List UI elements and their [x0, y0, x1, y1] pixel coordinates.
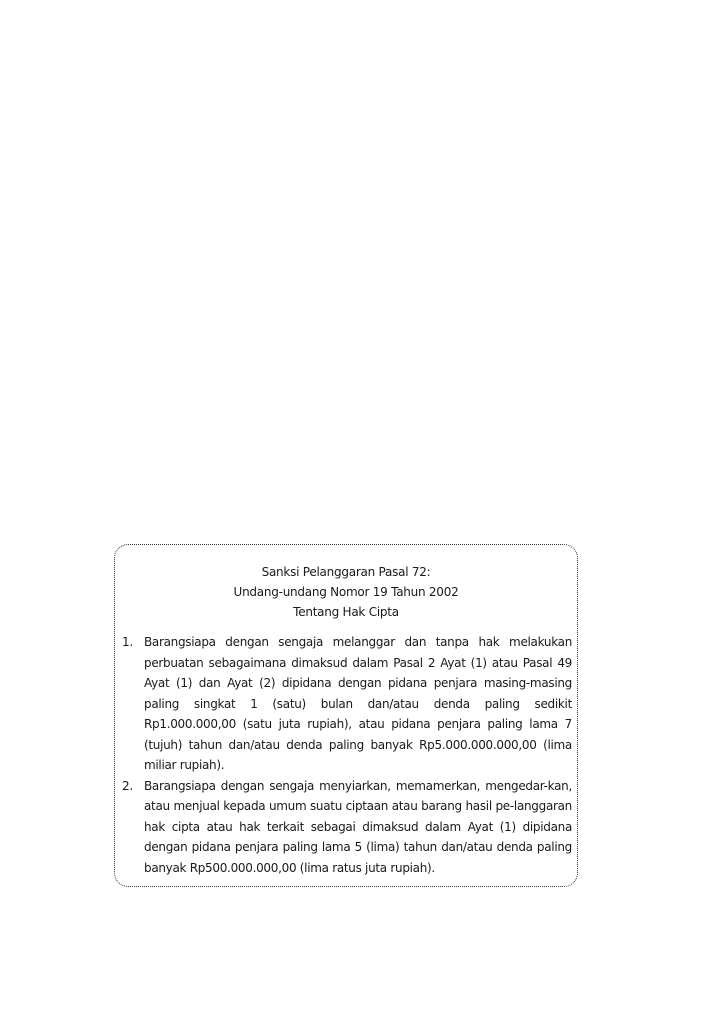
copyright-sanction-box: [114, 544, 578, 887]
list-item-text: Barangsiapa dengan sengaja menyiarkan, memamerkan, mengedar-kan, atau menjual kepada umum suatu ciptaan atau barang hasil pe-langgaran hak cipta atau hak terkait sebagai dimaksud dalam Ayat (1) dipidana dengan pidana penjara paling lama 5 (lima) tahun dan/atau denda paling banyak Rp500.000.000,00 (lima ratus juta rupiah).: [144, 778, 572, 875]
sanction-header: [115, 562, 577, 622]
list-item-text: Barangsiapa dengan sengaja melanggar dan tanpa hak melakukan perbuatan sebagaimana dimaksud dalam Pasal 2 Ayat (1) atau Pasal 49 Ayat (1) dan Ayat (2) dipidana dengan pidana penjara masing-masing paling singkat 1 (satu) bulan dan/atau denda paling sedikit Rp1.000.000,00 (satu juta rupiah), atau pidana penjara paling lama 7 (tujuh) tahun dan/atau denda paling banyak Rp5.000.000.000,00 (lima miliar rupiah).: [144, 635, 572, 772]
list-item-number: 1.: [122, 635, 133, 649]
law-reference: Undang-undang Nomor 19 Tahun 2002: [233, 585, 459, 599]
sanction-title: Sanksi Pelanggaran Pasal 72:: [261, 565, 431, 579]
list-item: [122, 776, 572, 879]
list-item: [122, 632, 572, 776]
sanction-list: [122, 632, 572, 878]
list-item-number: 2.: [122, 778, 133, 793]
law-subject: Tentang Hak Cipta: [293, 605, 399, 619]
